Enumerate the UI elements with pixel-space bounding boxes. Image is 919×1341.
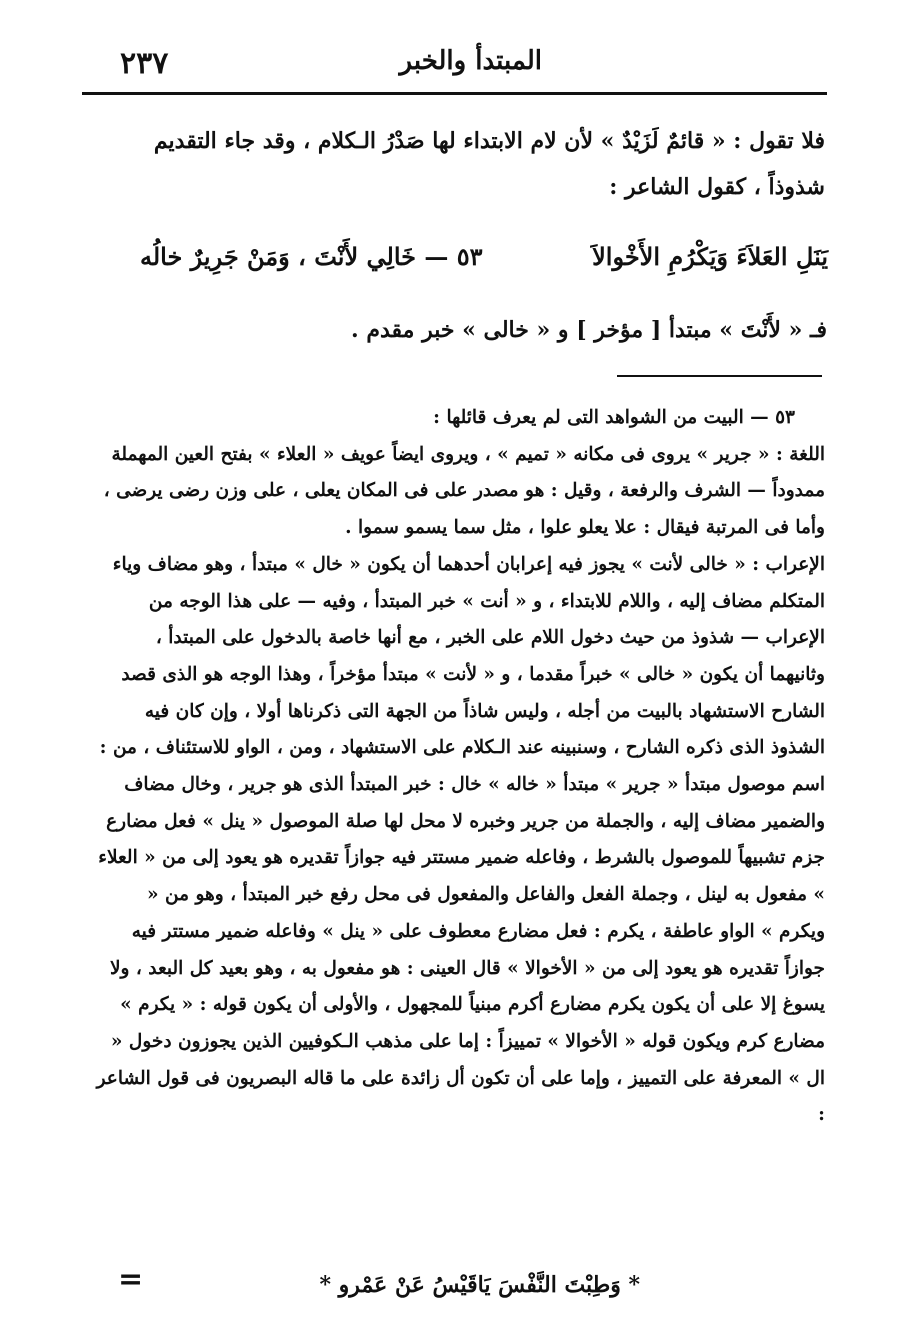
quoted-hemistich: * وَطِبْتَ النَّفْسَ يَاقَيْسُ عَنْ عَمْرو *	[319, 1272, 640, 1298]
main-paragraph: فلا تقول : « قائمٌ لَزَيْدٌ » لأن لام الابتداء لها صَدْرُ الـكلام ، وقد جاء التقديم شذوذاً ، كقول الشاعر :	[153, 128, 825, 200]
running-header	[82, 38, 822, 84]
running-title: المبتدأ والخبر	[399, 46, 542, 76]
verse-first-half-text: خَالِي لأَنْتَ ، وَمَنْ جَرِيرٌ خالُه	[140, 242, 416, 271]
verse-first-half	[140, 232, 482, 282]
verse-number: ٥٣ —	[424, 242, 483, 271]
footnote-separator	[617, 375, 822, 377]
footnote-lugha: اللغة : « جرير » يروى فى مكانه « تميم » ، ويروى ايضاً عويف « العلاء » بفتح العين المهملة ممدوداً — الشرف والرفعة ، وقيل : هو مصدر على فى المكان يعلى ، على وزن رضى يرضى ، وأما فى المرتبة فيقال : علا يعلو علوا ، مثل سما يسمو سموا .	[103, 443, 825, 539]
header-rule	[82, 92, 827, 95]
verse-grammar-note: فـ « لأَنْتَ » مبتدأ [ مؤخر ] و « خالى » خبر مقدم .	[351, 317, 827, 343]
footnote-heading: ٥٣ — البيت من الشواهد التى لم يعرف قائلها :	[433, 407, 795, 428]
poetry-verse	[140, 232, 828, 282]
footnotes	[95, 400, 825, 1134]
continuation-mark: =	[118, 1262, 144, 1297]
footnote-irab: الإعراب : « خالى لأنت » يجوز فيه إعرابان أحدهما أن يكون « خال » مبتدأ ، وهو مضاف وياء المتكلم مضاف إليه ، واللام للابتداء ، و « أنت » خبر المبتدأ ، وفيه — على هذا الوجه من الإعراب — شذوذ من حيث دخول اللام على الخبر ، مع أنها خاصة بالدخول على المبتدأ ، وثانيهما أن يكون « خالى » خبراً مقدما ، و « لأنت » مبتدأ مؤخراً ، وهذا الوجه هو الذى قصد الشارح الاستشهاد بالبيت من أجله ، وليس شاذاً من الجهة التى ذكرناها أولا ، وإن كان فيه الشذوذ الذى ذكره الشارح ، وسنبينه عند الـكلام على الاستشهاد ، ومن ، الواو للاستئناف ، من : اسم موصول مبتدأ « جرير » مبتدأ « خاله » خال : خبر المبتدأ الذى هو جرير ، وخال مضاف والضمير مضاف إليه ، والجملة من جرير وخبره لا محل لها صلة الموصول « ينل » فعل مضارع جزم تشبيهاً للموصول بالشرط ، وفاعله ضمير مستتر فيه جوازاً تقديره هو يعود إلى من « العلاء » مفعول به لينل ، وجملة الفعل والفاعل والمفعول فى محل رفع خبر المبتدأ ، وهو من « ويكرم » الواو عاطفة ، يكرم : فعل مضارع معطوف على « ينل » وفاعله ضمير مستتر فيه جوازاً تقديره هو يعود إلى من « الأخوالا » قال العينى : هو مفعول به ، وهو بعيد كل البعد ، ولا يسوغ إلا على أن يكون يكرم مضارع أكرم مبنياً للمجهول ، والأولى أن يكون قوله : « يكرم » مضارع كرم ويكون قوله « الأخوالا » تمييزاً : إما على مذهب الـكوفيين الذين يجوزون دخول « ال » المعرفة على التمييز ، وإما على أن تكون أل زائدة على ما قاله البصريون فى قول الشاعر :	[96, 553, 825, 1126]
verse-second-half: يَنَلِ العَلاَءَ وَيَكْرُمِ الأَخْوالاَ	[592, 242, 828, 271]
page-number: ٢٣٧	[120, 46, 169, 81]
